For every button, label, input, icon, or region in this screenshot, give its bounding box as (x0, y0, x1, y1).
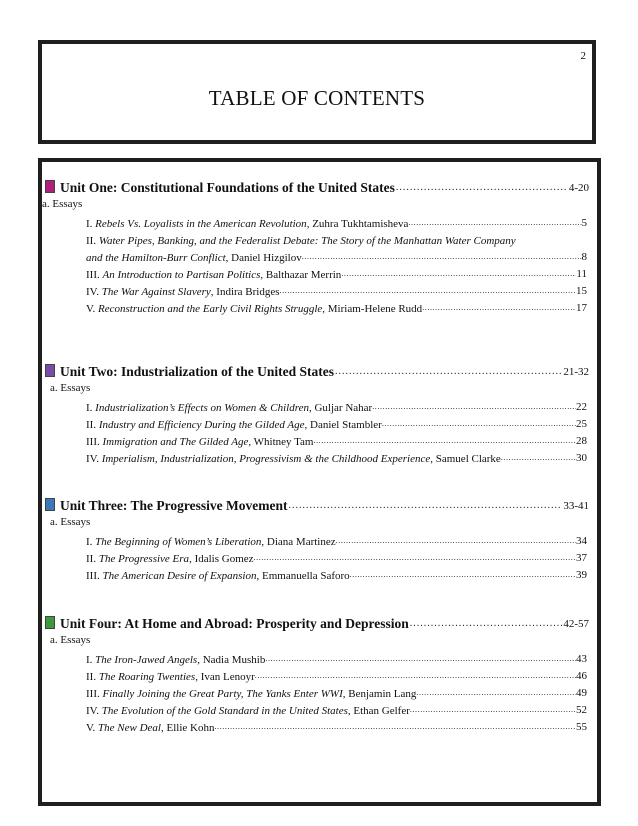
contents-box (38, 158, 601, 806)
unit-two (42, 360, 597, 465)
toc-entry[interactable]: V. The New Deal, Ellie Kohn ..... 55 (86, 717, 587, 734)
entry-number: IV. (86, 286, 99, 298)
entry-number: II. (86, 419, 97, 431)
section-label: a. Essays (42, 198, 83, 210)
entry-number: I. (86, 402, 93, 414)
toc-entry[interactable] (86, 230, 587, 247)
entry-author: Benjamin Lang (348, 688, 417, 700)
dot-leader (265, 655, 576, 663)
unit-heading (42, 360, 597, 380)
entry-page: 15 (576, 285, 587, 297)
entry-author: Idalis Gomez (194, 553, 254, 565)
entry-work: The War Against Slavery (101, 286, 211, 298)
unit-title: Unit One: Constitutional Foundations of the United States (60, 180, 395, 195)
entry-work: The New Deal (98, 722, 161, 734)
entry-work: Finally Joining the Great Party, The Yanks Enter WWI (102, 688, 343, 700)
entry-author: Ellie Kohn (166, 722, 215, 734)
entry-number: I. (86, 654, 93, 666)
entry-list (42, 213, 597, 315)
entry-author: Ivan Lenoyr (200, 671, 255, 683)
entry-number: III. (86, 269, 100, 281)
entry-page: 52 (576, 704, 587, 716)
entry-number: IV. (86, 705, 99, 717)
page-number: 2 (580, 50, 586, 62)
entry-page: 11 (576, 268, 587, 280)
entry-author: Guljar Nahar (314, 402, 373, 414)
dot-leader (336, 537, 576, 545)
entry-author: Ethan Gelfer (353, 705, 410, 717)
toc-entry[interactable]: II. The Roaring Twenties, Ivan Lenoyr ..... 46 (86, 666, 587, 683)
entry-work: The Beginning of Women’s Liberation (95, 536, 262, 548)
entry-work: Reconstruction and the Early Civil Rights Struggle (98, 303, 323, 315)
unit-pages: 4-20 (568, 182, 589, 194)
unit-marker-icon (45, 616, 55, 629)
entry-author: Whitney Tam (253, 436, 314, 448)
entry-number: II. (86, 671, 97, 683)
entry-list (42, 531, 597, 582)
dot-leader (313, 437, 576, 445)
dot-leader (396, 183, 568, 193)
entry-list (42, 397, 597, 465)
entry-list (42, 649, 597, 734)
dot-leader (501, 454, 576, 462)
dot-leader (335, 367, 562, 377)
dot-leader (416, 689, 576, 697)
toc-entry-continued[interactable]: and the Hamilton-Burr Conflict, Daniel Hizgilov ..... 8 (86, 247, 587, 264)
dot-leader (410, 706, 576, 714)
dot-leader (382, 420, 576, 428)
entry-page: 22 (576, 401, 587, 413)
toc-entry[interactable]: III. An Introduction to Partisan Politics, Balthazar Merrin ..... 11 (86, 264, 587, 281)
toc-entry[interactable]: III. Immigration and The Gilded Age, Whitney Tam ..... 28 (86, 431, 587, 448)
unit-marker-icon (45, 498, 55, 511)
toc-entry[interactable]: IV. The War Against Slavery, Indira Bridges ..... 15 (86, 281, 587, 298)
toc-entry[interactable]: III. Finally Joining the Great Party, The Yanks Enter WWI, Benjamin Lang ..... 49 (86, 683, 587, 700)
entry-number: II. (86, 553, 97, 565)
entry-number: V. (86, 303, 96, 315)
entry-work: The Evolution of the Gold Standard in the United States (101, 705, 348, 717)
page-title: TABLE OF CONTENTS (208, 86, 426, 110)
dot-leader (350, 571, 576, 579)
entry-work-continued: and the Hamilton-Burr Conflict (86, 252, 226, 264)
entry-work: Imperialism, Industrialization, Progressivism & the Childhood Experience (101, 453, 431, 465)
unit-three (42, 494, 597, 582)
entry-number: V. (86, 722, 96, 734)
entry-page: 30 (576, 452, 587, 464)
header-box (38, 40, 596, 144)
unit-pages: 21-32 (563, 366, 589, 378)
dot-leader (410, 619, 563, 629)
entry-number: III. (86, 570, 100, 582)
unit-heading (42, 612, 597, 632)
entry-page: 46 (576, 670, 587, 682)
entry-page: 34 (576, 535, 587, 547)
entry-author: Nadia Mushib (202, 654, 266, 666)
entry-number: I. (86, 536, 93, 548)
toc-entry[interactable]: I. The Beginning of Women’s Liberation, Diana Martinez ..... 34 (86, 531, 587, 548)
unit-marker-icon (45, 180, 55, 193)
entry-author: Zuhra Tukhtamisheva (312, 218, 409, 230)
dot-leader (254, 554, 576, 562)
section-label: a. Essays (50, 382, 91, 394)
unit-four (42, 612, 597, 734)
entry-work: The Iron-Jawed Angels (95, 654, 198, 666)
entry-author: Diana Martinez (266, 536, 336, 548)
toc-entry[interactable]: II. Industry and Efficiency During the Gilded Age, Daniel Stambler ..... 25 (86, 414, 587, 431)
dot-leader (372, 403, 576, 411)
unit-pages: 33-41 (563, 500, 589, 512)
section-label: a. Essays (50, 516, 91, 528)
entry-work: Industrialization’s Effects on Women & Children (95, 402, 309, 414)
unit-title: Unit Four: At Home and Abroad: Prosperity and Depression (60, 616, 409, 631)
entry-number: II. (86, 235, 97, 247)
entry-page: 39 (576, 569, 587, 581)
entry-number: I. (86, 218, 93, 230)
entry-page: 28 (576, 435, 587, 447)
toc-entry[interactable]: II. The Progressive Era, Idalis Gomez ..... 37 (86, 548, 587, 565)
toc-entry[interactable]: IV. The Evolution of the Gold Standard in the United States, Ethan Gelfer ..... 52 (86, 700, 587, 717)
entry-work: The Roaring Twenties (98, 671, 196, 683)
toc-entry[interactable]: III. The American Desire of Expansion, Emmanuella Saforo ..... 39 (86, 565, 587, 582)
dot-leader (422, 304, 576, 312)
entry-author: Samuel Clarke (435, 453, 501, 465)
entry-page: 55 (576, 721, 587, 733)
toc-entry[interactable]: V. Reconstruction and the Early Civil Rights Struggle, Miriam-Helene Rudd ..... 17 (86, 298, 587, 315)
dot-leader (408, 219, 581, 227)
entry-work: Immigration and The Gilded Age (102, 436, 249, 448)
dot-leader (302, 253, 582, 261)
toc-entry[interactable]: I. The Iron-Jawed Angels, Nadia Mushib ..... 43 (86, 649, 587, 666)
entry-author: Balthazar Merrin (265, 269, 342, 281)
dot-leader (214, 723, 576, 731)
toc-entry[interactable]: I. Rebels Vs. Loyalists in the American Revolution, Zuhra Tukhtamisheva ..... 5 (86, 213, 587, 230)
dot-leader (288, 501, 562, 511)
toc-entry[interactable]: IV. Imperialism, Industrialization, Progressivism & the Childhood Experience, Samuel Clarke ..... 30 (86, 448, 587, 465)
section-label: a. Essays (50, 634, 91, 646)
entry-author: Daniel Stambler (310, 419, 382, 431)
entry-page: 5 (581, 217, 587, 229)
entry-page: 25 (576, 418, 587, 430)
entry-author: Miriam-Helene Rudd (327, 303, 423, 315)
entry-number: III. (86, 688, 100, 700)
unit-title: Unit Two: Industrialization of the United States (60, 364, 335, 379)
entry-page: 8 (581, 251, 587, 263)
entry-page: 43 (576, 653, 587, 665)
entry-work: Water Pipes, Banking, and the Federalist Debate: The Story of the Manhattan Water Company (98, 235, 516, 247)
entry-page: 17 (576, 302, 587, 314)
entry-work: Rebels Vs. Loyalists in the American Revolution (95, 218, 307, 230)
dot-leader (280, 287, 576, 295)
entry-number: IV. (86, 453, 99, 465)
entry-number: III. (86, 436, 100, 448)
unit-title: Unit Three: The Progressive Movement (60, 498, 288, 513)
entry-work: The American Desire of Expansion (102, 570, 257, 582)
unit-pages: 42-57 (563, 618, 589, 630)
unit-heading (42, 494, 597, 514)
entry-author: Daniel Hizgilov (231, 252, 302, 264)
unit-one (42, 176, 597, 315)
unit-heading (42, 176, 597, 196)
entry-page: 49 (576, 687, 587, 699)
entry-work: Industry and Efficiency During the Gilded Age (98, 419, 305, 431)
dot-leader (255, 672, 576, 680)
entry-author: Indira Bridges (216, 286, 280, 298)
entry-work: An Introduction to Partisan Politics (102, 269, 261, 281)
entry-author: Emmanuella Saforo (261, 570, 350, 582)
dot-leader (341, 270, 576, 278)
toc-entry[interactable]: I. Industrialization’s Effects on Women & Children, Guljar Nahar ..... 22 (86, 397, 587, 414)
entry-work: The Progressive Era (98, 553, 190, 565)
entry-page: 37 (576, 552, 587, 564)
unit-marker-icon (45, 364, 55, 377)
